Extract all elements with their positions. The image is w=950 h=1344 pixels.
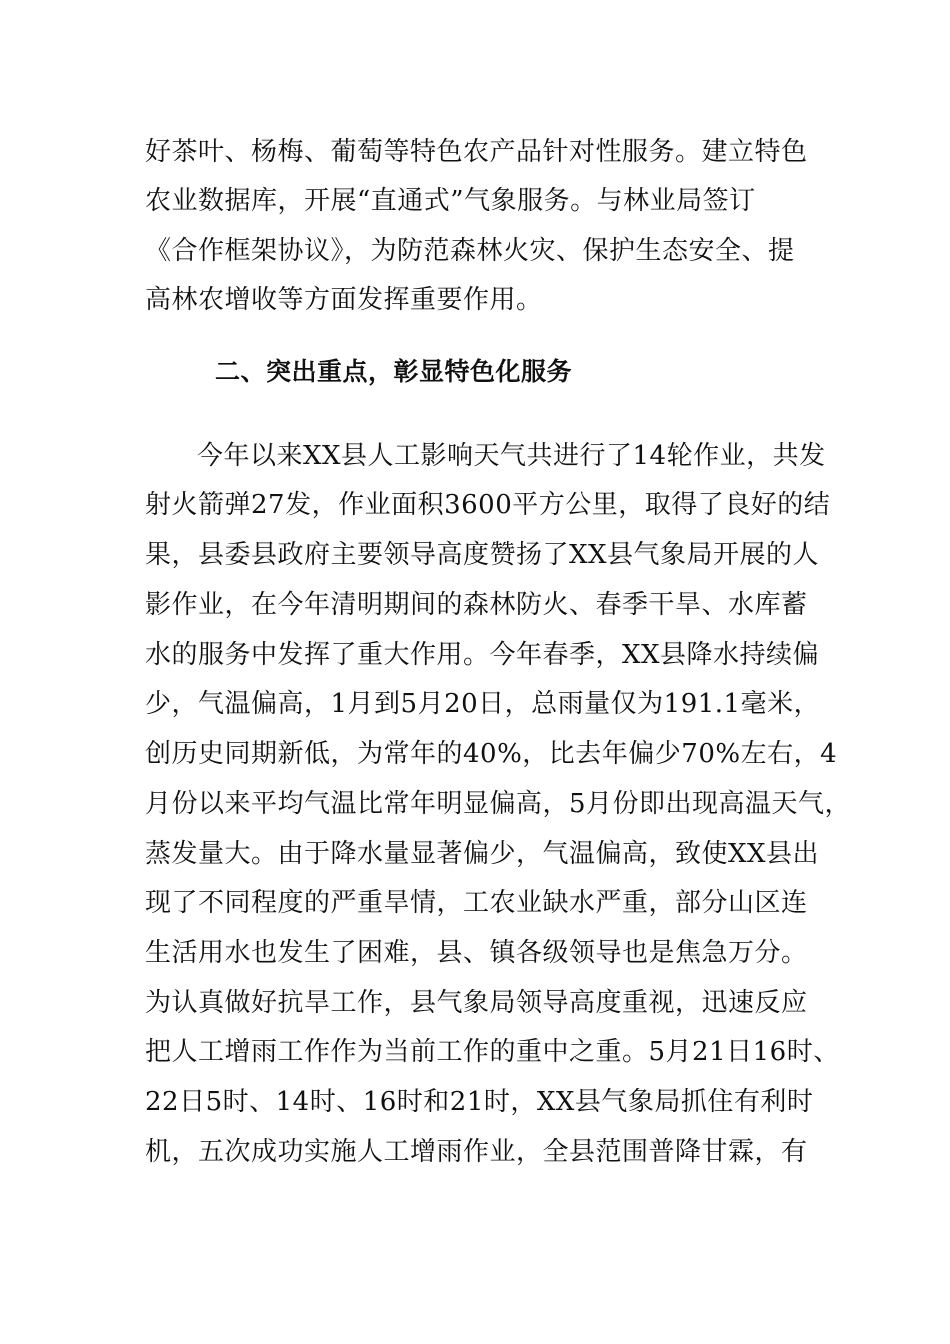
paragraph-line: 好茶叶、杨梅、葡萄等特色农产品针对性服务。建立特色 bbox=[145, 137, 808, 167]
paragraph-line: 22日5时、14时、16时和21时，XX县气象局抓住有利时 bbox=[145, 1087, 814, 1117]
paragraph-line: 月份以来平均气温比常年明显偏高，5月份即出现高温天气， bbox=[145, 789, 852, 819]
paragraph-line: 创历史同期新低，为常年的40%，比去年偏少70%左右，4 bbox=[145, 739, 838, 769]
paragraph-line: 少，气温偏高，1月到5月20日，总雨量仅为191.1毫米， bbox=[145, 689, 821, 719]
paragraph-line: 高林农增收等方面发挥重要作用。 bbox=[145, 285, 543, 315]
paragraph-line: 现了不同程度的严重旱情，工农业缺水严重，部分山区连 bbox=[145, 888, 808, 918]
paragraph-line: 今年以来XX县人工影响天气共进行了14轮作业，共发 bbox=[197, 441, 826, 471]
paragraph-line: 《合作框架协议》，为防范森林火灾、保护生态安全、提 bbox=[145, 236, 795, 266]
paragraph-line: 机，五次成功实施人工增雨作业，全县范围普降甘霖，有 bbox=[145, 1137, 808, 1167]
section-heading: 二、突出重点，彰显特色化服务 bbox=[215, 357, 573, 386]
paragraph-line: 为认真做好抗旱工作，县气象局领导高度重视，迅速反应 bbox=[145, 988, 808, 1018]
paragraph-line: 果，县委县政府主要领导高度赞扬了XX县气象局开展的人 bbox=[145, 540, 820, 570]
paragraph-line: 蒸发量大。由于降水量显著偏少，气温偏高，致使XX县出 bbox=[145, 839, 820, 869]
paragraph-line: 农业数据库，开展“直通式”气象服务。与林业局签订 bbox=[145, 186, 756, 216]
paragraph-line: 把人工增雨工作作为当前工作的重中之重。5月21日16时、 bbox=[145, 1037, 840, 1067]
paragraph-line: 生活用水也发生了困难，县、镇各级领导也是焦急万分。 bbox=[145, 938, 808, 968]
paragraph-line: 水的服务中发挥了重大作用。今年春季，XX县降水持续偏 bbox=[145, 640, 820, 670]
paragraph-line: 影作业，在今年清明期间的森林防火、春季干旱、水库蓄 bbox=[145, 590, 808, 620]
paragraph-line: 射火箭弹27发，作业面积3600平方公里，取得了良好的结 bbox=[145, 490, 831, 520]
